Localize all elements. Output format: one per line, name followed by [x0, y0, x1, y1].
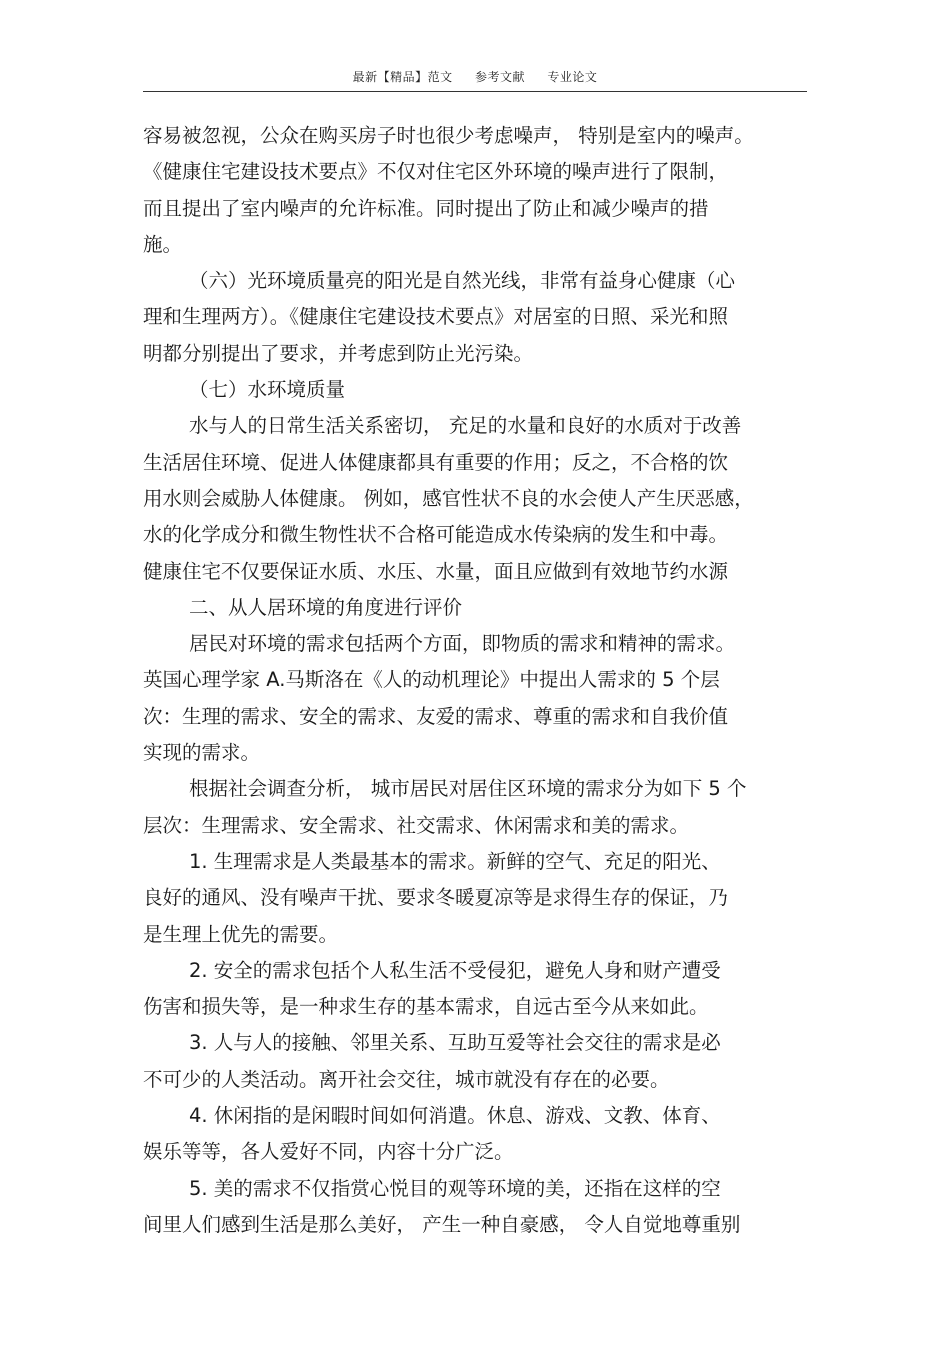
list-item: 5. 美的需求不仅指赏心悦目的观等环境的美，还指在这样的空	[189, 1176, 721, 1200]
body-line: 次：生理的需求、安全的需求、友爱的需求、尊重的需求和自我价值	[143, 704, 729, 728]
document-body	[143, 118, 823, 1243]
body-line: 而且提出了室内噪声的允许标准。同时提出了防止和减少噪声的措	[143, 196, 709, 220]
body-line: 伤害和损失等，是一种求生存的基本需求，自远古至今从来如此。	[143, 995, 709, 1019]
body-line: 间里人们感到生活是那么美好， 产生一种自豪感， 令人自觉地尊重别	[143, 1212, 741, 1236]
list-item: 4. 休闲指的是闲暇时间如何消遣。休息、游戏、文教、体育、	[189, 1104, 721, 1128]
body-line: 层次：生理需求、安全需求、社交需求、休闲需求和美的需求。	[143, 813, 690, 837]
body-line: 良好的通风、没有噪声干扰、要求冬暖夏凉等是求得生存的保证，乃	[143, 886, 729, 910]
body-line: 生活居住环境、促进人体健康都具有重要的作用；反之，不合格的饮	[143, 450, 729, 474]
body-line: 健康住宅不仅要保证水质、水压、水量，面且应做到有效地节约水源	[143, 559, 729, 583]
body-line: 不可少的人类活动。离开社会交往，城市就没有存在的必要。	[143, 1067, 670, 1091]
list-item: 3. 人与人的接触、邻里关系、互助互爱等社会交往的需求是必	[189, 1031, 721, 1055]
body-line: 容易被忽视，公众在购买房子时也很少考虑噪声， 特别是室内的噪声。	[143, 124, 754, 147]
list-item: 2. 安全的需求包括个人私生活不受侵犯，避免人身和财产遭受	[189, 958, 721, 982]
header-divider	[143, 91, 807, 92]
header-item-cankao: 参考文献	[474, 70, 525, 84]
section-heading: （六）光环境质量亮的阳光是自然光线，非常有益身心健康（心	[189, 269, 736, 293]
body-line: 水与人的日常生活关系密切， 充足的水量和良好的水质对于改善	[189, 414, 742, 438]
body-line: 娱乐等等，各人爱好不同，内容十分广泛。	[143, 1140, 514, 1164]
body-line: 《健康住宅建设技术要点》不仅对住宅区外环境的噪声进行了限制，	[143, 160, 729, 184]
body-line: 水的化学成分和微生物性状不合格可能造成水传染病的发生和中毒。	[143, 523, 729, 547]
body-line: 用水则会威胁人体健康。 例如，感官性状不良的水会使人产生厌恶感，	[143, 486, 754, 510]
body-line: 根据社会调查分析， 城市居民对居住区环境的需求分为如下 5 个	[189, 777, 747, 801]
header-item-fanwen: 最新【精品】范文	[352, 70, 453, 84]
body-line: 实现的需求。	[143, 741, 261, 765]
body-line: 明都分别提出了要求，并考虑到防止光污染。	[143, 341, 534, 365]
body-line: 英国心理学家 A.马斯洛在《人的动机理论》中提出人需求的 5 个层	[143, 668, 720, 692]
body-line: 理和生理两方）。《健康住宅建设技术要点》对居室的日照、采光和照	[143, 305, 729, 329]
body-line: 施。	[143, 232, 183, 256]
list-item: 1. 生理需求是人类最基本的需求。新鲜的空气、充足的阳光、	[189, 849, 721, 873]
header-item-lunwen: 专业论文	[547, 70, 598, 84]
body-line: 是生理上优先的需要。	[143, 922, 339, 946]
body-line: 居民对环境的需求包括两个方面，即物质的需求和精神的需求。	[189, 632, 736, 656]
section-heading: （七）水环境质量	[189, 378, 346, 402]
section-heading: 二、从人居环境的角度进行评价	[189, 595, 463, 619]
page-header	[143, 68, 807, 85]
